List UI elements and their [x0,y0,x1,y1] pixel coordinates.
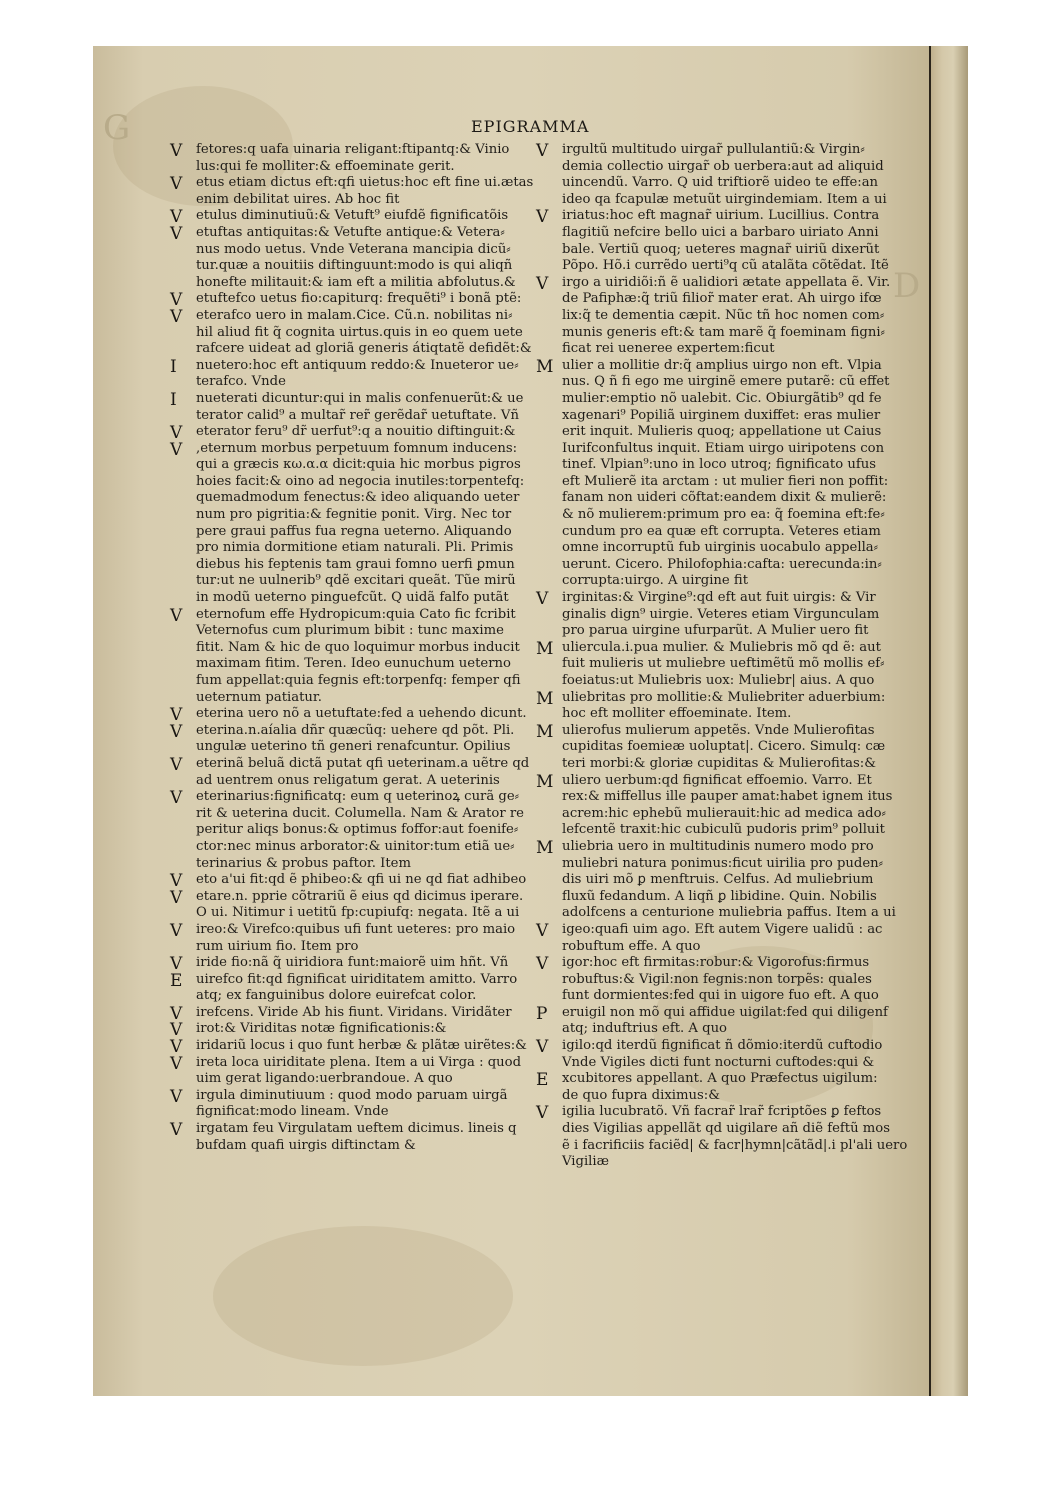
line-text: igilia lucubratõ. Vñ facrar̃ lrar̃ fcriptões ꝑ feftos [562,1104,882,1120]
line-text: num pro pigritia:& fegnitie ponit. Virg. Nec tor [196,507,512,523]
text-line [170,142,550,159]
line-text: in modũ ueterno pinguefcũt. Q uidã falfo putãt [196,590,509,606]
text-line [170,1005,550,1022]
line-text: bale. Vertiũ quoq; ueteres magnar̃ uiriũ dixerũt [562,241,880,257]
text-line [170,972,550,989]
line-text: hoc eft molliter effoeminate. Item. [562,706,792,722]
bleedthrough-mark: D [893,266,921,306]
text-line [536,656,926,673]
text-line [536,623,926,640]
initial-letter: M [536,771,554,792]
line-text: terator calid⁹ a multar̃ rer̃ gerẽdar̃ uetuftate. Vñ [196,407,519,423]
line-text: atq; ex fanguinibus dolore euirefcat color. [196,988,477,1004]
line-text: ulierofus mulierum appetẽs. Vnde Mulierofitas [562,722,875,738]
line-text: iridariũ locus i quo funt herbæ & plãtæ uirẽtes:& [196,1038,527,1054]
text-line [170,490,550,507]
text-line [170,391,550,408]
text-line [536,1037,926,1058]
line-text: tur:ut ne uulnerib⁹ qdẽ excitari queãt. Tũe mirũ [196,573,516,589]
line-text: teri morbi:& gloriæ cupiditas & Mulierofitas:& [562,755,876,771]
initial-letter: V [536,920,549,941]
text-line [170,673,550,690]
line-text: fitit. Nam & hic de quo loquimur morbus inducit [196,639,520,655]
line-text: robuftus:& Vigil:non fegnis:non torpẽs: quales [562,971,872,987]
initial-letter: V [170,1003,183,1024]
text-line [536,822,926,839]
line-text: corrupta:uirgo. A uirgine fit [562,573,748,589]
text-line [170,656,550,673]
text-line [170,905,550,922]
text-line [170,1088,550,1105]
initial-letter: V [170,887,183,908]
initial-letter: M [536,688,554,709]
line-text: irot:& Viriditas notæ fignificationis:& [196,1021,447,1037]
line-text: eterinã beluã dictã putat qfi ueterinam.a uẽtre qd [196,755,530,771]
text-line [170,771,554,792]
initial-letter: V [170,1120,183,1141]
scan-frame [93,46,968,1396]
line-text: acrem:hic ephebũ mulierauit:hic ad medica ado⸗ [562,805,886,821]
line-text: igor:hoc eft firmitas:robur:& Vigorofus:firmus [562,955,870,971]
line-text: rafcere uideat ad gloriã generis átiqtatẽ defidẽt:& [196,341,532,357]
line-text: uirefco fit:qd fignificat uiriditatem amitto. Varro [196,971,518,987]
text-line [536,540,926,557]
initial-letter: V [536,207,549,228]
text-line [170,423,550,444]
text-line [536,922,926,939]
initial-letter: V [170,207,183,228]
line-text: irgatam feu Virgulatam ueftem dicimus. lineis q [196,1121,517,1137]
initial-letter: M [536,356,554,377]
line-text: irefcens. Viride Ab his fiunt. Viridans. Viridãter [196,1004,512,1020]
line-text: pro nimia dormitione etiam naturali. Pli. Primis [196,540,514,556]
text-line [536,490,926,507]
text-line [170,705,550,726]
initial-letter: V [170,721,183,742]
line-text: hoies facit:& oino ad negocia inutiles:torpentefq: [196,473,525,489]
initial-letter: V [170,705,183,726]
line-text: dies Vigilias appellãt qd uigilare añ diẽ feftũ mos [562,1121,890,1137]
line-text: eterinarius:fignificatq: eum q ueterinoꝝ curã ge⸗ [196,789,520,805]
line-text: ireta loca uiriditate plena. Item a ui Virga : quod [196,1054,522,1070]
line-text: ,eternum morbus perpetuum fomnum inducens: [196,440,518,456]
text-line [170,822,550,839]
line-text: uliero uerbum:qd fignificat effoemio. Varro. Et [562,772,872,788]
line-text: ẽ i facrificiis faciẽd| & facr|hymn|cãtãd|.i pl'ali uero [562,1137,908,1153]
line-text: peritur aliqs bonus:& optimus foffor:aut foenife⸗ [196,822,519,838]
line-text: pere graui paffus fua regna ueterno. Aliquando [196,523,512,539]
text-line [170,225,550,242]
line-text: xagenari⁹ Popiliã uirginem duxiffet: eras mulier [562,407,881,423]
line-text: Põpo. Hõ.i currẽdo uerti⁹q cũ atalãta cõtẽdat. Itẽ [562,258,889,274]
text-line [170,457,550,474]
line-text: rum uirium fio. Item pro [196,938,359,954]
line-text: nus. Q ñ fi ego me uirginẽ emere putarẽ: cũ effet [562,374,890,390]
initial-letter: I [170,389,177,410]
line-text: erit inquit. Mulieris quoq; appellatione ut Caius [562,424,882,440]
line-text: uim gerat ligando:uerbrandoue. A quo [196,1071,453,1087]
line-text: terafco. Vnde [196,374,286,390]
line-text: maximam fitim. Teren. Ideo eunuchum ueterno [196,656,511,672]
line-text: uliebritas pro mollitie:& Muliebriter aduerbium: [562,689,886,705]
line-text: tinef. Vlpian⁹:uno in loco utroq; fignificato ufus [562,457,876,473]
text-line [536,607,926,624]
line-text: uliebria uero in multitudinis numero modo pro [562,838,874,854]
text-line [170,242,550,259]
text-line [536,1138,926,1155]
text-line [170,939,550,956]
line-text: etus etiam dictus eft:qfi uietus:hoc eft fine ui.ætas [196,175,534,191]
bleedthrough-mark: G [103,108,131,148]
text-line [536,1055,926,1072]
line-text: ginalis dign⁹ uirgie. Veteres etiam Virgunculam [562,606,880,622]
line-text: lefcentẽ traxit:hic cubiculũ pudoris prim⁹ polluit [562,822,885,838]
line-text: ideo qa fcapulæ metuũt uirgindemiam. Item a ui [562,191,887,207]
line-text: nus modo uetus. Vnde Veterana mancipia dicũ⸗ [196,241,511,257]
line-text: & nõ mulierem:primum pro ea: q̃ foemina eft:fe⸗ [562,507,885,523]
line-text: demia collectio uirgar̃ ob uerbera:aut ad aliquid [562,158,884,174]
line-text: ueternum patiatur. [196,689,322,705]
text-line [536,739,926,756]
text-line [536,391,926,408]
line-text: lus:qui fe molliter:& effoeminate gerit. [196,158,455,174]
line-text: cupiditas foemieæ uoluptat|. Cicero. Simulq: cæ [562,739,886,755]
text-line [536,142,926,159]
line-text: rit & ueterina ducit. Columella. Nam & Arator re [196,805,524,821]
text-line [536,457,926,474]
line-text: ctor:nec minus arborator:& uinitor:tum etiã ue⸗ [196,838,515,854]
text-line [536,374,926,391]
text-line [170,159,550,176]
initial-letter: V [170,1086,183,1107]
text-line [536,1021,926,1038]
initial-letter: V [170,223,183,244]
text-line [170,258,550,275]
text-line [170,408,550,425]
right-column [536,142,926,1171]
text-line [170,871,550,892]
initial-letter: V [170,1037,183,1058]
text-line [536,939,926,956]
line-text: uincendũ. Varro. Q uid triftiorẽ uideo te effe:an [562,175,879,191]
text-line [170,507,550,524]
line-text: flagitiũ nefcire bello uici a barbaro uiriato Anni [562,224,879,240]
text-line [170,589,550,610]
initial-letter: M [536,837,554,858]
initial-letter: V [170,423,183,444]
text-line [170,540,550,557]
text-line [536,325,926,342]
line-text: funt dormientes:fed qui in uigore fuo eft. A quo [562,988,879,1004]
initial-letter: V [170,1020,183,1041]
line-text: bufdam quafi uirgis diftinctam & [196,1137,416,1153]
text-line [170,856,550,873]
initial-letter: V [170,439,183,460]
line-text: adolfcens a centurione muliebria paffus. Item a ui [562,905,896,921]
line-text: nuetero:hoc eft antiquum reddo:& Inueteror ue⸗ [196,357,519,373]
text-line [536,424,926,441]
text-line [170,1020,550,1041]
book-spine-edge [931,46,968,1396]
text-line [170,623,550,640]
initial-letter: V [536,1037,549,1058]
left-column [170,141,554,1154]
text-line [170,756,550,773]
initial-letter: E [170,970,183,991]
text-line [536,988,926,1005]
text-line [536,358,926,375]
line-text: de Pafiphæ:q̃ triũ filior̃ mater erat. Ah uirgo ifœ [562,291,882,307]
initial-letter: M [536,638,554,659]
line-text: eterafco uero in malam.Cice. Cũ.n. nobilitas ni⸗ [196,307,513,323]
text-line [170,441,550,458]
line-text: eterator feru⁹ dr̃ uerfut⁹:q a nouitio diftinguit:& [196,424,516,440]
line-text: ulier a mollitie dr:q̃ amplius uirgo non eft. Vlpia [562,357,882,373]
text-line [170,341,550,358]
text-line [170,889,550,906]
line-text: omne incorruptũ fub uirginis uocabulo appella⸗ [562,540,879,556]
text-line [536,1070,926,1091]
line-text: ad uentrem onus religatum gerat. A ueterinis [196,772,500,788]
line-text: fum appellat:quia fegnis eft:torpenfq: femper qfi [196,673,521,688]
line-text: ireo:& Virefco:quibus ufi funt ueteres: pro maio [196,921,516,937]
text-line [536,706,926,723]
text-line [170,474,550,491]
text-line [170,573,550,590]
line-text: cundum pro ea quæ eft corrupta. Veteres etiam [562,523,881,539]
text-line [170,739,550,756]
line-text: irginitas:& Virgine⁹:qd eft aut fuit uirgis: & Vir [562,590,876,606]
line-text: fignificat:modo lineam. Vnde [196,1104,389,1120]
text-line [170,1037,550,1058]
text-line [536,474,926,491]
line-text: quemadmodum fenectus:& ideo aliquando ueter [196,490,520,506]
text-line [170,721,554,742]
text-line [536,507,926,524]
line-text: ficat rei ueneree expertem:ficut [562,341,775,357]
text-line [170,207,550,228]
text-line [170,837,554,858]
text-line [170,524,550,541]
text-line [536,1088,926,1105]
text-line [536,773,926,790]
text-line [536,408,926,425]
paper-stain [213,1226,513,1366]
text-line [536,159,926,176]
text-line [170,275,550,292]
line-text: Iurifconfultus inquit. Etiam uirgo uiripotens con [562,440,885,456]
text-line [536,1121,926,1138]
text-line [536,1154,926,1171]
line-text: pro parua uirgine ufurparũt. A Mulier uero fit [562,623,869,639]
text-line [170,1103,550,1124]
line-text: iride fio:nã q̃ uiridiora funt:maiorẽ uim hñt. Vñ [196,955,509,971]
line-text: O ui. Nitimur i uetitũ fp:cupiufq: negata. Itẽ a ui [196,905,520,921]
initial-letter: V [170,306,183,327]
text-line [536,524,926,541]
text-line [170,1138,550,1155]
initial-letter: E [536,1070,549,1091]
text-line [536,275,926,292]
text-line [536,258,926,275]
text-line [536,308,926,325]
line-text: eto a'ui fit:qd ẽ phibeo:& qfi ui ne qd fiat adhibeo [196,872,527,888]
initial-letter: V [536,589,549,610]
text-line [536,573,926,590]
text-line [170,788,550,809]
text-line [536,756,926,773]
text-line [536,441,926,458]
line-text: irgo a uiridiõi:ñ ẽ ualidiori ætate appellata ẽ. Vir. [562,274,891,290]
text-line [536,207,926,228]
line-text: fuit mulieris ut muliebre ueftimẽtũ mõ mollis ef⸗ [562,656,885,672]
text-line [170,557,550,574]
text-line [536,557,926,574]
text-line [536,640,926,657]
initial-letter: V [170,141,183,161]
line-text: uerunt. Cicero. Philofophia:cafta: uerecunda:in⸗ [562,556,882,572]
book-page [93,46,931,1396]
line-text: terinarius & probus paftor. Item [196,855,411,871]
line-text: Veternofus cum plurimum bibit : tunc maxime [196,623,504,639]
line-text: etulus diminutiuũ:& Vetuft⁹ eiufdẽ fignificatõis [196,208,509,224]
initial-letter: V [170,788,183,809]
text-line [170,638,554,659]
initial-letter: V [536,1103,549,1124]
line-text: eterina uero nõ a uetuftate:fed a uehendo dicunt. [196,706,527,722]
initial-letter: V [536,954,549,975]
text-line [536,589,926,610]
text-line [536,1005,926,1022]
line-text: de quo fupra diximus:& [562,1087,720,1103]
page-header: EPIGRAMMA [471,117,590,136]
line-text: qui a græcis κω.α.α dicit:quia hic morbus pigros [196,457,521,473]
text-line [170,1055,550,1072]
initial-letter: V [170,754,183,775]
line-text: robuftum effe. A quo [562,938,701,954]
line-text: fetores:q uafa uinaria religant:ftipantq:& Vinio [196,142,510,157]
line-text: Vnde Vigiles dicti funt nocturni cuftodes:qui & [562,1054,875,1070]
line-text: xcubitores appellant. A quo Præfectus uigilum: [562,1071,878,1087]
line-text: Vigiliæ [562,1154,609,1170]
line-text: irgula diminutiuum : quod modo paruam uirgã [196,1087,508,1103]
line-text: atq; induftrius eft. A quo [562,1021,727,1037]
text-line [170,954,550,975]
line-text: etare.n. pprie cõtrariũ ẽ eius qd dicimus iperare. [196,888,524,904]
text-line [170,806,550,823]
text-line [170,356,554,377]
text-line [536,690,926,707]
line-text: eternofum effe Hydropicum:quia Cato fic fcribit [196,606,516,622]
text-line [536,972,926,989]
initial-letter: V [170,174,183,195]
line-text: fluxũ fedandum. A liqñ ꝑ libidine. Quin. Nobilis [562,888,877,904]
line-text: enim debilitat uires. Ab hoc fit [196,191,400,207]
text-line [536,291,926,308]
text-line [536,889,926,906]
text-line [170,374,550,391]
text-line [536,723,926,740]
line-text: igilo:qd iterdũ fignificat ñ dõmio:iterdũ cuftodio [562,1038,883,1054]
line-text: iriatus:hoc eft magnar̃ uirium. Lucillius. Contra [562,208,880,224]
text-line [170,325,550,342]
text-line [536,806,926,823]
line-text: munis generis eft:& tam marẽ q̃ foeminam figni⸗ [562,324,885,340]
text-line [170,988,550,1005]
line-text: etuftas antiquitas:& Vetufte antique:& Vetera⸗ [196,224,505,240]
line-text: etuftefco uetus fio:capiturq: frequẽti⁹ i bonã ptẽ: [196,291,522,307]
line-text: fanam non uideri cõftat:eandem dixit & mulierẽ: [562,490,887,506]
line-text: ungulæ ueterino tñ generi renafcuntur. Opilius [196,739,511,755]
line-text: igeo:quafi uim ago. Eft autem Vigere ualidũ : ac [562,921,883,937]
line-text: honefte militauit:& iam eft a militia abfolutus.& [196,274,516,290]
initial-letter: I [170,356,177,377]
line-text: uliercula.i.pua mulier. & Muliebris mõ qd ẽ: aut [562,639,881,655]
line-text: mulier:emptio nõ ualebit. Cic. Obiurgãtib⁹ qd fe [562,390,882,406]
text-line [536,673,926,690]
line-text: eterina.n.aíalia dñr quæcũq: uehere qd põt. Pli. [196,722,515,738]
text-line [536,872,926,889]
initial-letter: V [170,290,183,311]
line-text: eft Mulierẽ ita arctam : ut mulier fieri non poffit: [562,473,889,489]
text-line [536,1103,926,1124]
text-line [170,607,550,624]
text-line [536,225,926,242]
text-line [536,341,926,358]
text-line [536,175,926,192]
text-line [536,789,926,806]
initial-letter: V [170,1053,183,1074]
initial-letter: V [170,920,183,941]
initial-letter: V [170,605,183,626]
text-line [536,242,926,259]
initial-letter: M [536,721,554,742]
line-text: nueterati dicuntur:qui in malis confenuerũt:& ue [196,390,524,406]
text-line [170,308,550,325]
text-line [170,688,554,709]
text-line [170,290,550,311]
line-text: dis uiri mõ ꝑ menftruis. Celfus. Ad muliebrium [562,872,874,888]
text-line [536,954,926,975]
text-line [170,1070,550,1091]
line-text: muliebri natura ponimus:ficut uirilia pro puden⸗ [562,855,884,871]
text-line [170,922,550,939]
initial-letter: V [536,273,549,294]
text-line [170,174,550,195]
text-line [536,856,926,873]
text-line [536,192,926,209]
initial-letter: V [170,954,183,975]
line-text: irgultũ multitudo uirgar̃ pullulantiũ:& Virgin⸗ [562,142,865,157]
line-text: eruigil non mõ qui affidue uigilat:fed qui diligenf [562,1004,888,1020]
text-line [170,1120,550,1141]
initial-letter: V [170,871,183,892]
line-text: diebus his feptenis tam graui fomno uerfi ꝑmun [196,556,515,572]
line-text: tur.quæ a nouitiis diftinguunt:modo is qui aliqñ [196,258,513,274]
text-line [536,839,926,856]
initial-letter: V [536,141,549,161]
text-line [170,192,550,209]
line-text: rex:& miffellus ille pauper amat:habet ignem itus [562,789,893,805]
text-line [536,905,926,922]
line-text: foeiatus:ut Muliebris uox: Muliebr| aius. A quo [562,673,875,688]
line-text: hil aliud fit q̃ cognita uirtus.quis in eo quem uete [196,324,523,340]
line-text: lix:q̃ te dementia cæpit. Nũc tñ hoc nomen com⸗ [562,307,885,323]
initial-letter: P [536,1003,548,1024]
